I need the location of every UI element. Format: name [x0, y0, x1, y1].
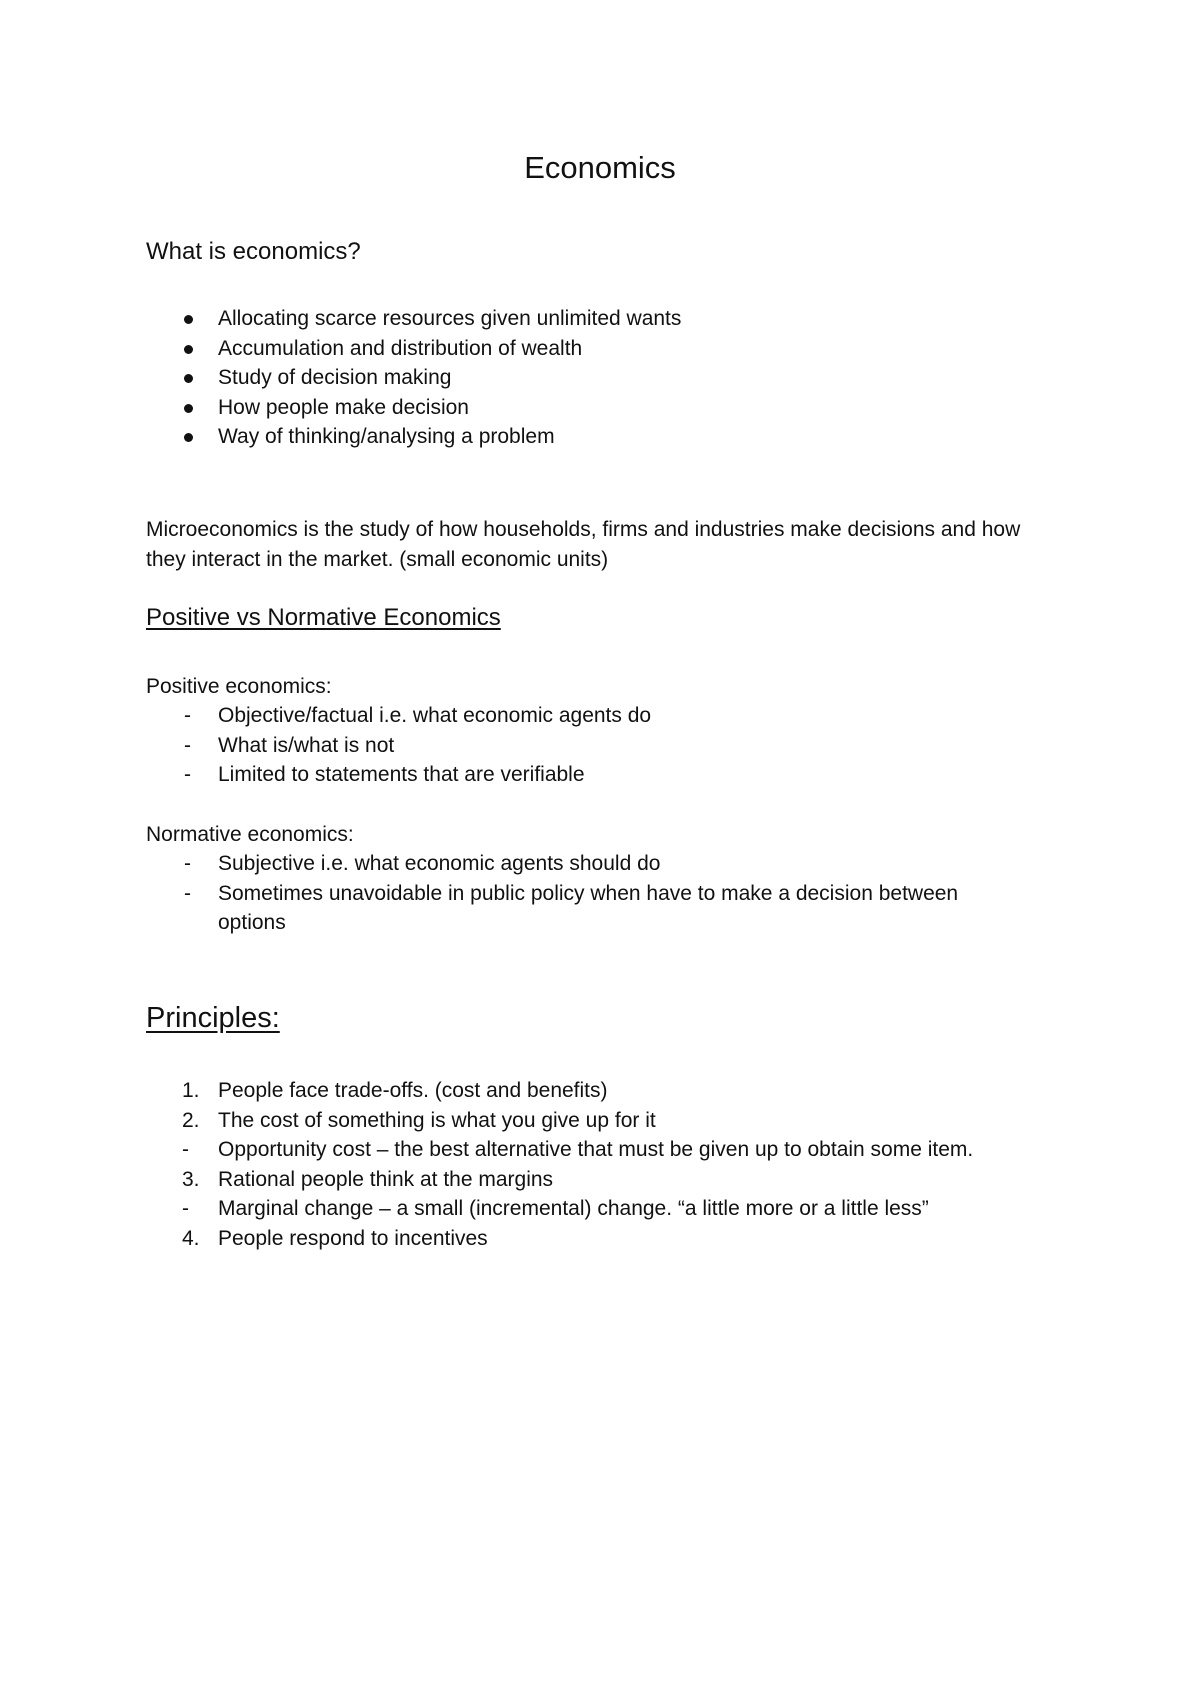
positive-economics-label: Positive economics: [146, 675, 332, 698]
heading-what-is-economics: What is economics? [146, 238, 361, 265]
list-marker: 3. [182, 1167, 200, 1191]
list-item-text: Opportunity cost – the best alternative that must be given up to obtain some item. [218, 1138, 974, 1161]
list-item: How people make decision [0, 393, 681, 423]
list-item-text: People respond to incentives [218, 1226, 488, 1250]
list-item [0, 1165, 973, 1195]
heading-positive-vs-normative: Positive vs Normative Economics [146, 604, 501, 631]
principles-list [0, 1076, 973, 1253]
list-item [0, 1224, 973, 1254]
list-item: - Sometimes unavoidable in public policy when have to make a decision between options [0, 879, 1018, 938]
list-item: - Objective/factual i.e. what economic agents do [0, 701, 1018, 731]
list-item: Way of thinking/analysing a problem [0, 422, 681, 452]
normative-economics-list [0, 849, 1018, 938]
list-item: Accumulation and distribution of wealth [0, 334, 681, 364]
heading-principles: Principles: [146, 1002, 280, 1034]
list-item [0, 1076, 973, 1106]
document-title: Economics [524, 150, 676, 185]
list-item-text: The cost of something is what you give up for it [218, 1108, 656, 1132]
list-item-text: People face trade-offs. (cost and benefits) [218, 1079, 608, 1102]
list-item [0, 1194, 973, 1224]
list-marker: - [182, 1197, 189, 1220]
list-item [0, 1135, 973, 1165]
list-item-text: Marginal change – a small (incremental) change. “a little more or a little less” [218, 1197, 929, 1220]
normative-economics-label: Normative economics: [146, 823, 354, 846]
list-marker: 4. [182, 1226, 200, 1250]
microeconomics-paragraph: Microeconomics is the study of how households, firms and industries make decisions and how they interact in the market. (small economic units) [146, 518, 1021, 571]
list-item: - Subjective i.e. what economic agents should do [0, 849, 1018, 879]
what-is-economics-list [0, 304, 681, 452]
list-item: - What is/what is not [0, 731, 1018, 761]
list-item: Study of decision making [0, 363, 681, 393]
list-marker: 1. [182, 1079, 200, 1102]
list-item: Allocating scarce resources given unlimited wants [0, 304, 681, 334]
positive-economics-list [0, 701, 1018, 790]
list-marker: 2. [182, 1108, 200, 1132]
list-marker: - [182, 1138, 189, 1161]
list-item-text: Rational people think at the margins [218, 1167, 554, 1191]
list-item: - Limited to statements that are verifiable [0, 760, 1018, 790]
list-item [0, 1106, 973, 1136]
